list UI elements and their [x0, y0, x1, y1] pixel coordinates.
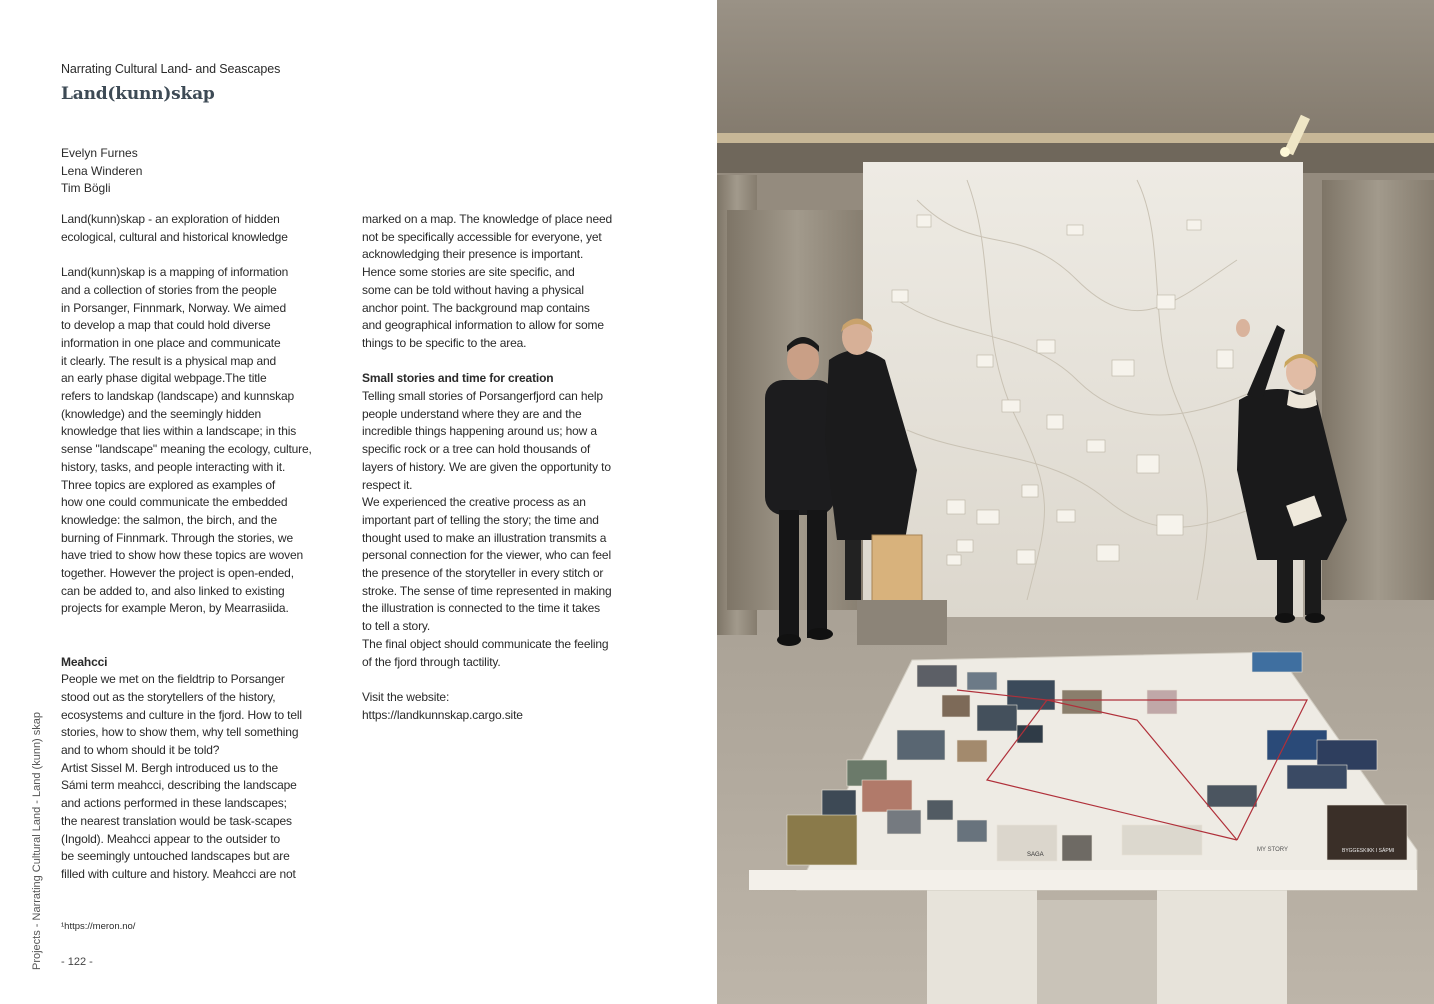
intro-paragraph: Land(kunn)skap - an exploration of hidden ecological, cultural and historical knowledge	[61, 212, 288, 244]
table-label-my-story: MY STORY	[1257, 847, 1289, 853]
page-title: Land(kunn)skap	[61, 84, 215, 104]
website-label: Visit the website:	[362, 689, 450, 704]
wooden-box	[872, 535, 922, 605]
table-pedestal-left	[927, 880, 1037, 1004]
section-heading-small-stories: Small stories and time for creation	[362, 371, 554, 386]
concrete-pillar-right	[1322, 180, 1434, 600]
body-paragraph: marked on a map. The knowledge of place need not be specifically accessible for everyone, yet acknowledging their presence is important. Hence some stories are site specific, and some can be told without having a physical anchor point. The background map contains and geographical information to allow for some things to be specific to the area.	[362, 212, 613, 350]
stone-block	[857, 600, 947, 645]
author-name: Evelyn Furnes	[61, 146, 138, 160]
exhibition-photo	[717, 0, 1434, 1004]
author-name: Tim Bögli	[61, 181, 111, 196]
section-subtitle: Narrating Cultural Land- and Seascapes	[61, 62, 281, 76]
body-paragraph: People we met on the fieldtrip to Porsanger stood out as the storytellers of the history, ecosystems and culture in the fjord. How to tell stories, how to show them, why tell something and to whom should it be told? Artist Sissel M. Bergh introduced us to the Sámi term meahcci, describing the landscape and actions performed in these landscapes; the nearest translation would be task-scapes (Ingold). Meahcci appear to the outsider to be seemingly untouched landscapes but are filled with culture and history. Meahcci are not	[61, 672, 302, 881]
text-column-1	[61, 211, 351, 884]
table-label-book: BYGGESKIKK I SÁPMI	[1342, 848, 1395, 854]
table-label-saga: SAGA	[1027, 852, 1044, 858]
text-column-2	[362, 211, 652, 724]
section-heading-meahcci: Meahcci	[61, 654, 108, 669]
author-name: Lena Winderen	[61, 163, 143, 178]
footnote: ¹https://meron.no/	[61, 921, 136, 932]
body-paragraph: Telling small stories of Porsangerfjord can help people understand where they are and the incredible things happening around us; how a specific rock or a tree can hold thousands of layers of history. We are given the opportunity to respect it. We experienced the creative process as an important part of telling the story; the time and thought used to make an illustration transmits a personal connection for the viewer, who can feel the presence of the storyteller in every stitch or stroke. The sense of time represented in making the illustration is connected to the time it takes to tell a story. The final object should communicate the feeling of the fjord through tactility.	[362, 389, 612, 669]
table-pedestal-right	[1157, 880, 1287, 1004]
running-side-label: Projects - Narrating Cultural Land - Land (kunn) skap	[31, 711, 43, 970]
page-number: - 122 -	[61, 956, 93, 968]
website-link[interactable]: https://landkunnskap.cargo.site	[362, 707, 523, 722]
author-list	[61, 145, 142, 198]
concrete-ceiling	[717, 0, 1434, 135]
body-paragraph: Land(kunn)skap is a mapping of information and a collection of stories from the people in Porsanger, Finnmark, Norway. We aimed to develop a map that could hold diverse information in one place and communicate it clearly. The result is a physical map and an early phase digital webpage.The title refers to landskap (landscape) and kunnskap (knowledge) and the seemingly hidden knowledge that lies within a landscape; in this sense "landscape" meaning the ecology, culture, history, tasks, and people interacting with it. Three topics are explored as examples of how one could communicate the embedded knowledge: the salmon, the birch, and the burning of Finnmark. Through the stories, we have tried to show how these topics are woven together. However the project is open-ended, can be added to, and also linked to existing projects for example Meron, by Mearrasiida.	[61, 265, 312, 616]
